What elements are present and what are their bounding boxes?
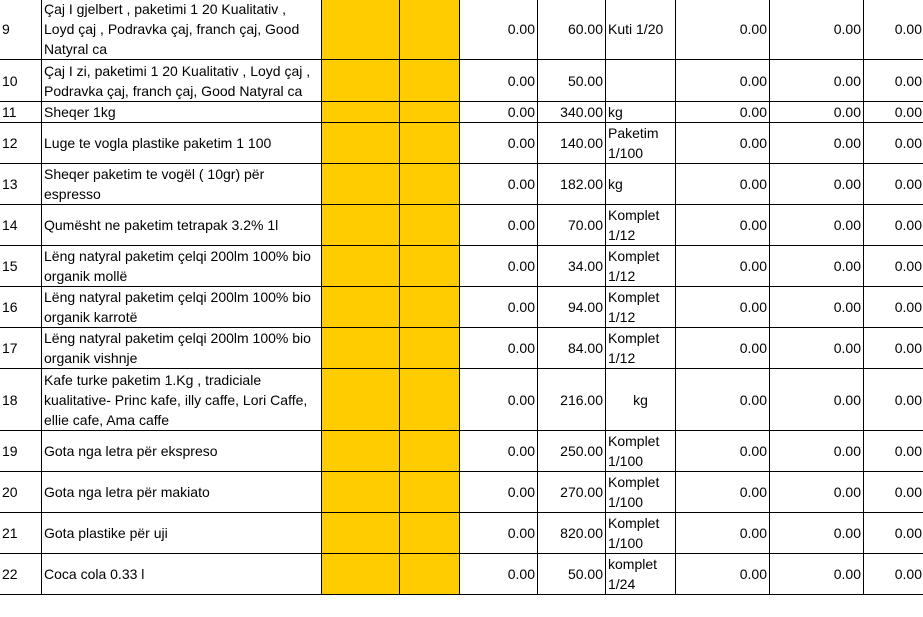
- description-cell[interactable]: Luge te vogla plastike paketim 1 100: [42, 123, 322, 164]
- highlighted-empty-cell[interactable]: [322, 60, 400, 102]
- total-cell[interactable]: 0.00: [676, 513, 770, 554]
- total-cell[interactable]: 0.00: [676, 554, 770, 595]
- total-cell[interactable]: 0.00: [770, 287, 864, 328]
- table-row: [0, 554, 923, 595]
- unit-price-cell[interactable]: 0.00: [460, 164, 538, 205]
- quantity-cell[interactable]: 270.00: [538, 472, 606, 513]
- description-cell[interactable]: Sheqer 1kg: [42, 102, 322, 123]
- highlighted-empty-cell[interactable]: [400, 328, 460, 369]
- total-cell[interactable]: 0.00: [676, 287, 770, 328]
- total-cell[interactable]: 0.00: [770, 431, 864, 472]
- table-row: [0, 60, 923, 102]
- description-cell[interactable]: Gota nga letra për ekspreso: [42, 431, 322, 472]
- total-cell[interactable]: 0.00: [770, 513, 864, 554]
- row-number-cell[interactable]: 10: [0, 60, 42, 102]
- quantity-cell[interactable]: 60.00: [538, 0, 606, 60]
- unit-cell[interactable]: Komplet 1/12: [606, 287, 676, 328]
- row-number-cell[interactable]: 18: [0, 369, 42, 431]
- unit-price-cell[interactable]: 0.00: [460, 328, 538, 369]
- table-row: [0, 369, 923, 431]
- description-cell[interactable]: Çaj I zi, paketimi 1 20 Kualitativ , Loyd çaj , Podravka çaj, franch çaj, Good Natyral ca: [42, 60, 322, 102]
- total-cell[interactable]: 0.00: [864, 554, 923, 595]
- table-row: [0, 0, 923, 60]
- total-cell[interactable]: 0.00: [770, 102, 864, 123]
- quantity-cell[interactable]: 70.00: [538, 205, 606, 246]
- row-number-cell[interactable]: 17: [0, 328, 42, 369]
- description-cell[interactable]: Qumësht ne paketim tetrapak 3.2% 1l: [42, 205, 322, 246]
- total-cell[interactable]: 0.00: [864, 0, 923, 60]
- total-cell[interactable]: 0.00: [770, 123, 864, 164]
- highlighted-empty-cell[interactable]: [400, 123, 460, 164]
- row-number-cell[interactable]: 12: [0, 123, 42, 164]
- unit-price-cell[interactable]: 0.00: [460, 205, 538, 246]
- unit-price-cell[interactable]: 0.00: [460, 369, 538, 431]
- quantity-cell[interactable]: 34.00: [538, 246, 606, 287]
- total-cell[interactable]: 0.00: [676, 60, 770, 102]
- total-cell[interactable]: 0.00: [676, 102, 770, 123]
- row-number-cell[interactable]: 14: [0, 205, 42, 246]
- unit-cell[interactable]: Kuti 1/20: [606, 0, 676, 60]
- row-number-cell[interactable]: 16: [0, 287, 42, 328]
- total-cell[interactable]: 0.00: [864, 431, 923, 472]
- row-number-cell[interactable]: 22: [0, 554, 42, 595]
- description-cell[interactable]: Gota plastike për uji: [42, 513, 322, 554]
- unit-price-cell[interactable]: 0.00: [460, 102, 538, 123]
- description-cell[interactable]: Gota nga letra për makiato: [42, 472, 322, 513]
- highlighted-empty-cell[interactable]: [322, 0, 400, 60]
- total-cell[interactable]: 0.00: [770, 369, 864, 431]
- unit-cell[interactable]: kg: [606, 102, 676, 123]
- unit-price-cell[interactable]: 0.00: [460, 513, 538, 554]
- total-cell[interactable]: 0.00: [864, 369, 923, 431]
- unit-cell[interactable]: Komplet 1/12: [606, 205, 676, 246]
- total-cell[interactable]: 0.00: [676, 164, 770, 205]
- row-number-cell[interactable]: 11: [0, 102, 42, 123]
- description-cell[interactable]: Lëng natyral paketim çelqi 200lm 100% bio organik vishnje: [42, 328, 322, 369]
- unit-price-cell[interactable]: 0.00: [460, 0, 538, 60]
- table-row: [0, 472, 923, 513]
- highlighted-empty-cell[interactable]: [322, 369, 400, 431]
- total-cell[interactable]: 0.00: [770, 205, 864, 246]
- total-cell[interactable]: 0.00: [864, 205, 923, 246]
- description-cell[interactable]: Lëng natyral paketim çelqi 200lm 100% bio organik karrotë: [42, 287, 322, 328]
- unit-cell[interactable]: kg: [606, 369, 676, 431]
- row-number-cell[interactable]: 9: [0, 0, 42, 60]
- unit-cell[interactable]: Komplet 1/12: [606, 246, 676, 287]
- unit-price-cell[interactable]: 0.00: [460, 246, 538, 287]
- total-cell[interactable]: 0.00: [864, 472, 923, 513]
- highlighted-empty-cell[interactable]: [400, 246, 460, 287]
- total-cell[interactable]: 0.00: [676, 0, 770, 60]
- total-cell[interactable]: 0.00: [676, 472, 770, 513]
- unit-price-cell[interactable]: 0.00: [460, 472, 538, 513]
- total-cell[interactable]: 0.00: [770, 328, 864, 369]
- highlighted-empty-cell[interactable]: [400, 205, 460, 246]
- quantity-cell[interactable]: 50.00: [538, 60, 606, 102]
- highlighted-empty-cell[interactable]: [400, 60, 460, 102]
- row-number-cell[interactable]: 19: [0, 431, 42, 472]
- highlighted-empty-cell[interactable]: [322, 431, 400, 472]
- total-cell[interactable]: 0.00: [676, 328, 770, 369]
- quantity-cell[interactable]: 182.00: [538, 164, 606, 205]
- total-cell[interactable]: 0.00: [676, 205, 770, 246]
- highlighted-empty-cell[interactable]: [322, 287, 400, 328]
- highlighted-empty-cell[interactable]: [322, 513, 400, 554]
- description-cell[interactable]: Lëng natyral paketim çelqi 200lm 100% bio organik mollë: [42, 246, 322, 287]
- unit-cell[interactable]: komplet 1/24: [606, 554, 676, 595]
- row-number-cell[interactable]: 13: [0, 164, 42, 205]
- unit-cell[interactable]: kg: [606, 164, 676, 205]
- total-cell[interactable]: 0.00: [770, 246, 864, 287]
- highlighted-empty-cell[interactable]: [400, 0, 460, 60]
- highlighted-empty-cell[interactable]: [322, 123, 400, 164]
- highlighted-empty-cell[interactable]: [400, 513, 460, 554]
- unit-cell[interactable]: Komplet 1/100: [606, 513, 676, 554]
- unit-price-cell[interactable]: 0.00: [460, 123, 538, 164]
- quantity-cell[interactable]: 140.00: [538, 123, 606, 164]
- total-cell[interactable]: 0.00: [864, 102, 923, 123]
- highlighted-empty-cell[interactable]: [400, 431, 460, 472]
- highlighted-empty-cell[interactable]: [322, 472, 400, 513]
- total-cell[interactable]: 0.00: [864, 328, 923, 369]
- total-cell[interactable]: 0.00: [676, 123, 770, 164]
- row-number-cell[interactable]: 20: [0, 472, 42, 513]
- quantity-cell[interactable]: 94.00: [538, 287, 606, 328]
- total-cell[interactable]: 0.00: [770, 472, 864, 513]
- quantity-cell[interactable]: 340.00: [538, 102, 606, 123]
- total-cell[interactable]: 0.00: [676, 369, 770, 431]
- unit-cell[interactable]: [606, 60, 676, 102]
- highlighted-empty-cell[interactable]: [322, 102, 400, 123]
- highlighted-empty-cell[interactable]: [400, 164, 460, 205]
- table-row: [0, 328, 923, 369]
- total-cell[interactable]: 0.00: [676, 431, 770, 472]
- total-cell[interactable]: 0.00: [864, 246, 923, 287]
- table-row: [0, 431, 923, 472]
- total-cell[interactable]: 0.00: [676, 246, 770, 287]
- description-cell[interactable]: Çaj I gjelbert , paketimi 1 20 Kualitativ , Loyd çaj , Podravka çaj, franch çaj, Good Natyral ca: [42, 0, 322, 60]
- total-cell[interactable]: 0.00: [770, 554, 864, 595]
- total-cell[interactable]: 0.00: [770, 0, 864, 60]
- highlighted-empty-cell[interactable]: [322, 328, 400, 369]
- quantity-cell[interactable]: 216.00: [538, 369, 606, 431]
- unit-price-cell[interactable]: 0.00: [460, 287, 538, 328]
- quantity-cell[interactable]: 50.00: [538, 554, 606, 595]
- unit-price-cell[interactable]: 0.00: [460, 60, 538, 102]
- table-row: [0, 123, 923, 164]
- highlighted-empty-cell[interactable]: [322, 164, 400, 205]
- row-number-cell[interactable]: 21: [0, 513, 42, 554]
- table-row: [0, 102, 923, 123]
- highlighted-empty-cell[interactable]: [400, 102, 460, 123]
- description-cell[interactable]: Kafe turke paketim 1.Kg , tradiciale kualitative- Princ kafe, illy caffe, Lori Caffe, ellie cafe, Ama caffe: [42, 369, 322, 431]
- unit-price-cell[interactable]: 0.00: [460, 554, 538, 595]
- table-row: [0, 246, 923, 287]
- table-row: [0, 287, 923, 328]
- highlighted-empty-cell[interactable]: [322, 246, 400, 287]
- total-cell[interactable]: 0.00: [864, 60, 923, 102]
- unit-cell[interactable]: Komplet 1/100: [606, 472, 676, 513]
- table-row: [0, 205, 923, 246]
- total-cell[interactable]: 0.00: [864, 164, 923, 205]
- unit-cell[interactable]: Paketim 1/100: [606, 123, 676, 164]
- table-row: [0, 513, 923, 554]
- unit-price-cell[interactable]: 0.00: [460, 431, 538, 472]
- highlighted-empty-cell[interactable]: [322, 554, 400, 595]
- highlighted-empty-cell[interactable]: [400, 287, 460, 328]
- total-cell[interactable]: 0.00: [770, 164, 864, 205]
- description-cell[interactable]: Sheqer paketim te vogël ( 10gr) për espresso: [42, 164, 322, 205]
- highlighted-empty-cell[interactable]: [400, 369, 460, 431]
- total-cell[interactable]: 0.00: [864, 123, 923, 164]
- unit-cell[interactable]: Komplet 1/12: [606, 328, 676, 369]
- quantity-cell[interactable]: 250.00: [538, 431, 606, 472]
- description-cell[interactable]: Coca cola 0.33 l: [42, 554, 322, 595]
- quantity-cell[interactable]: 820.00: [538, 513, 606, 554]
- highlighted-empty-cell[interactable]: [322, 205, 400, 246]
- row-number-cell[interactable]: 15: [0, 246, 42, 287]
- highlighted-empty-cell[interactable]: [400, 554, 460, 595]
- unit-cell[interactable]: Komplet 1/100: [606, 431, 676, 472]
- total-cell[interactable]: 0.00: [864, 513, 923, 554]
- total-cell[interactable]: 0.00: [864, 287, 923, 328]
- quantity-cell[interactable]: 84.00: [538, 328, 606, 369]
- table-row: [0, 164, 923, 205]
- total-cell[interactable]: 0.00: [770, 60, 864, 102]
- highlighted-empty-cell[interactable]: [400, 472, 460, 513]
